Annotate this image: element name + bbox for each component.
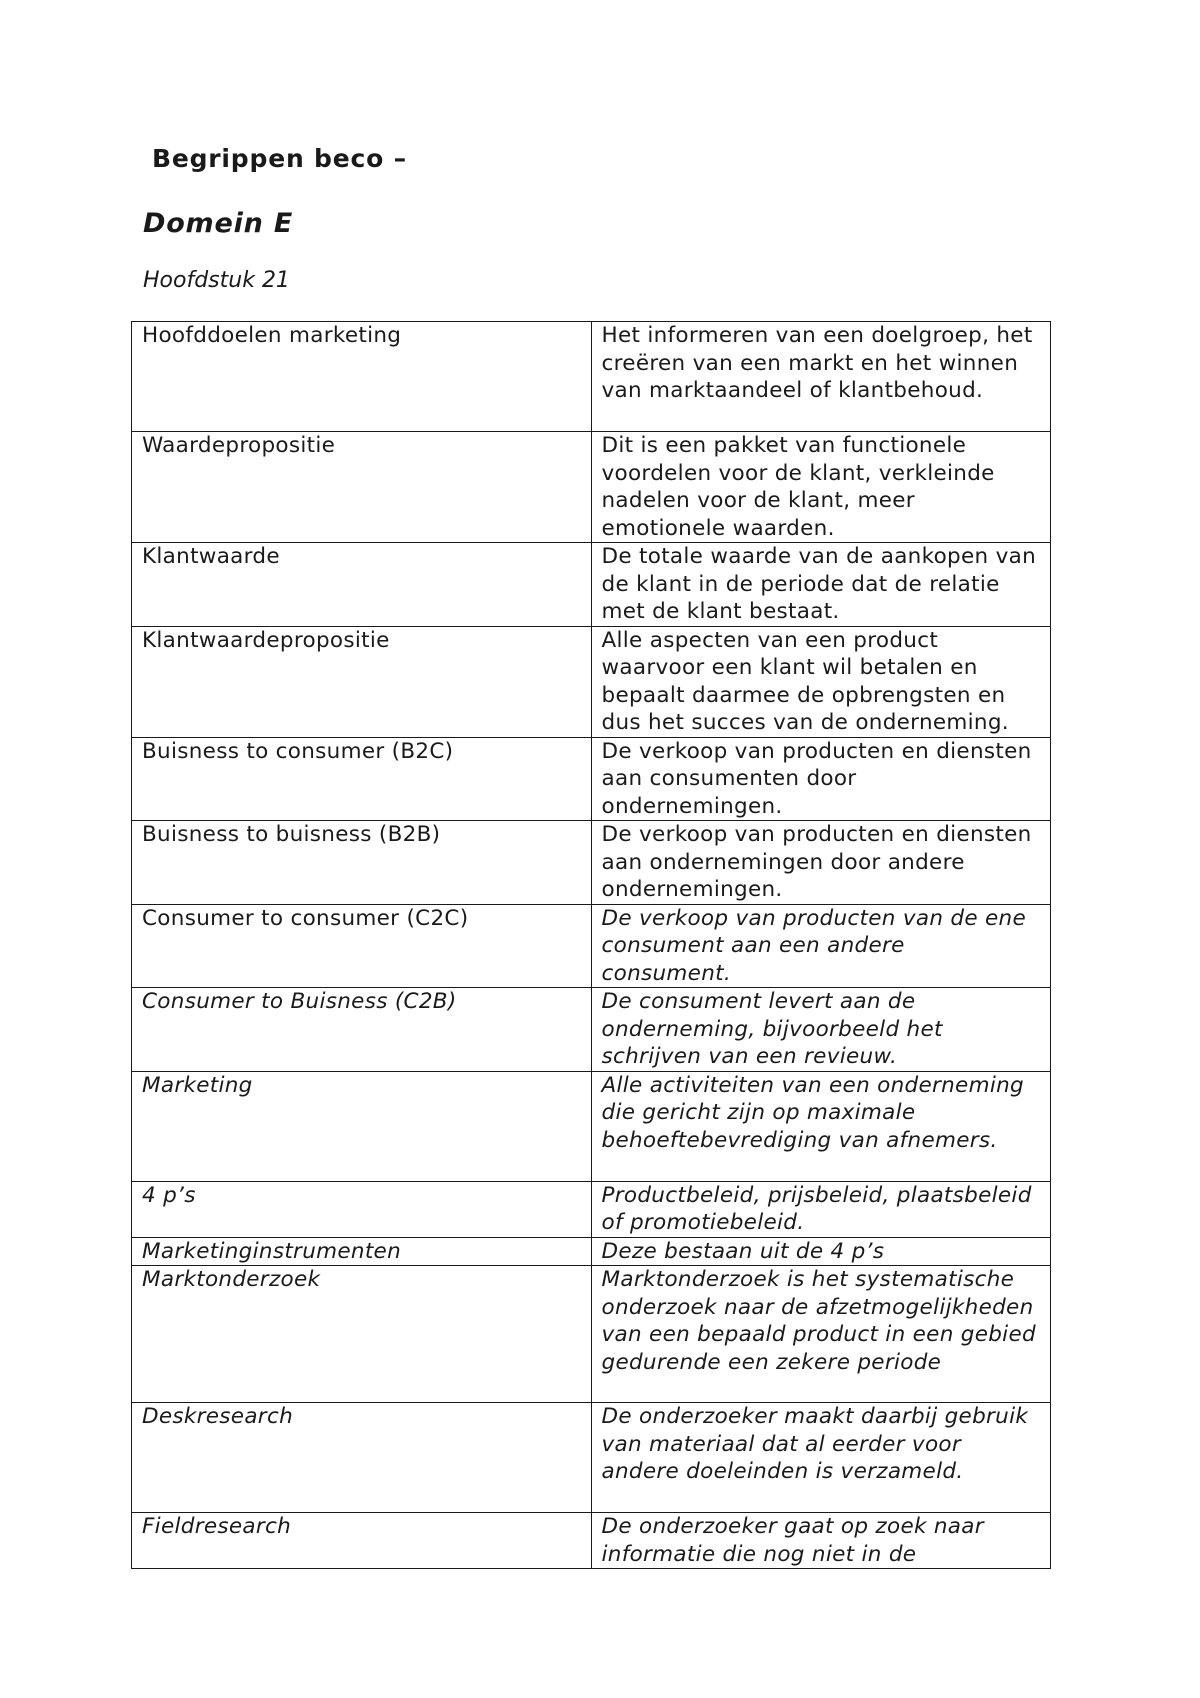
terms-table: [131, 321, 1051, 1569]
term-cell: Fieldresearch: [132, 1513, 592, 1569]
definition-cell: De onderzoeker gaat op zoek naar informatie die nog niet in de: [591, 1513, 1051, 1569]
definition-cell: Marktonderzoek is het systematische onderzoek naar de afzetmogelijkheden van een bepaald product in een gebied gedurende een zekere periode: [591, 1266, 1051, 1403]
table-row: [132, 904, 1051, 988]
term-cell: Hoofddoelen marketing: [132, 322, 592, 432]
table-row: [132, 988, 1051, 1072]
definition-cell: Alle activiteiten van een onderneming die gericht zijn op maximale behoeftebevrediging van afnemers.: [591, 1071, 1051, 1181]
term-cell: Waardepropositie: [132, 432, 592, 543]
table-row: [132, 737, 1051, 821]
chapter-heading: Hoofdstuk 21: [143, 268, 290, 293]
term-cell: Marktonderzoek: [132, 1266, 592, 1403]
definition-cell: Deze bestaan uit de 4 p’s: [591, 1237, 1051, 1266]
table-row: [132, 432, 1051, 543]
table-row: [132, 1266, 1051, 1403]
term-cell: Deskresearch: [132, 1403, 592, 1513]
term-cell: Consumer to consumer (C2C): [132, 904, 592, 988]
table-row: [132, 322, 1051, 432]
definition-cell: De consument levert aan de onderneming, bijvoorbeeld het schrijven van een revieuw.: [591, 988, 1051, 1072]
table-row: [132, 821, 1051, 905]
term-cell: Buisness to consumer (B2C): [132, 737, 592, 821]
table-row: [132, 543, 1051, 627]
domain-heading: Domein E: [143, 208, 294, 239]
definition-cell: De totale waarde van de aankopen van de klant in de periode dat de relatie met de klant bestaat.: [591, 543, 1051, 627]
definition-cell: Productbeleid, prijsbeleid, plaatsbeleid of promotiebeleid.: [591, 1181, 1051, 1237]
table-row: [132, 1237, 1051, 1266]
term-cell: Marketing: [132, 1071, 592, 1181]
definition-cell: Het informeren van een doelgroep, het creëren van een markt en het winnen van marktaandeel of klantbehoud.: [591, 322, 1051, 432]
definition-cell: Alle aspecten van een product waarvoor een klant wil betalen en bepaalt daarmee de opbrengsten en dus het succes van de onderneming.: [591, 626, 1051, 737]
definition-cell: De verkoop van producten en diensten aan consumenten door ondernemingen.: [591, 737, 1051, 821]
definition-cell: De onderzoeker maakt daarbij gebruik van materiaal dat al eerder voor andere doeleinden is verzameld.: [591, 1403, 1051, 1513]
document-title: Begrippen beco –: [152, 144, 407, 173]
table-row: [132, 626, 1051, 737]
definition-cell: De verkoop van producten van de ene consument aan een andere consument.: [591, 904, 1051, 988]
definition-cell: Dit is een pakket van functionele voordelen voor de klant, verkleinde nadelen voor de klant, meer emotionele waarden.: [591, 432, 1051, 543]
term-cell: Marketinginstrumenten: [132, 1237, 592, 1266]
term-cell: Klantwaardepropositie: [132, 626, 592, 737]
table-row: [132, 1071, 1051, 1181]
term-cell: Klantwaarde: [132, 543, 592, 627]
table-row: [132, 1513, 1051, 1569]
table-row: [132, 1403, 1051, 1513]
term-cell: Buisness to buisness (B2B): [132, 821, 592, 905]
term-cell: Consumer to Buisness (C2B): [132, 988, 592, 1072]
term-cell: 4 p’s: [132, 1181, 592, 1237]
table-row: [132, 1181, 1051, 1237]
definition-cell: De verkoop van producten en diensten aan ondernemingen door andere ondernemingen.: [591, 821, 1051, 905]
